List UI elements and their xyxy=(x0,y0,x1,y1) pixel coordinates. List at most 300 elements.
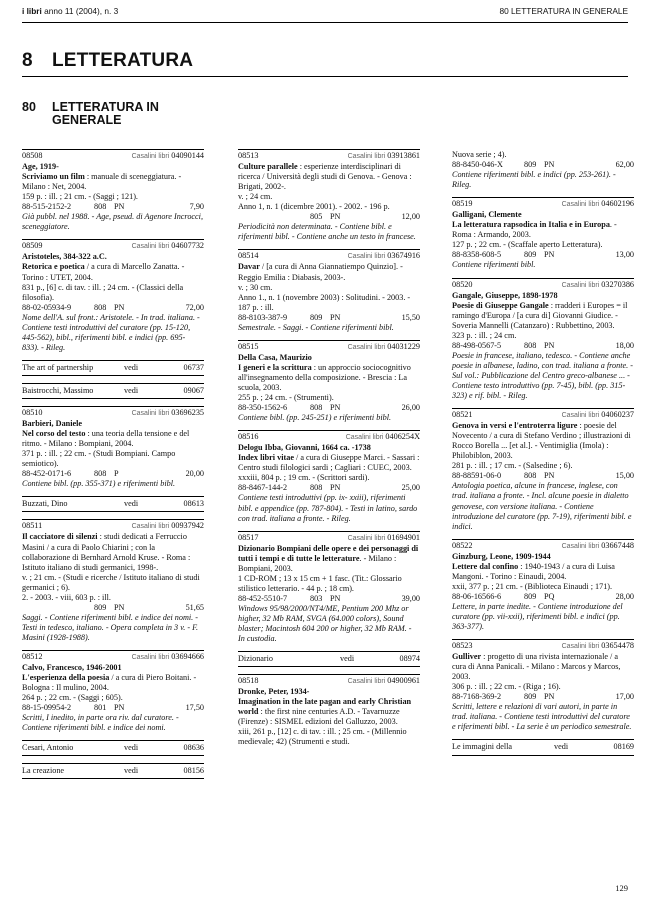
casalini-ref: Casalini libri 0406254X xyxy=(345,432,420,442)
entry-dewey: 801 xyxy=(94,703,107,713)
entry-number: 08514 xyxy=(238,251,259,261)
entry-header xyxy=(22,521,204,532)
casalini-ref: Casalini libri 04031229 xyxy=(347,341,420,351)
entry-isbn: 88-498-0567-5 xyxy=(452,340,502,350)
author-name: Aristoteles, 384-322 a.C. xyxy=(22,252,107,262)
entry-imprint: : studi dedicati a Ferruccio Masini / a cura di Paolo Chiarini ; con la collaborazione di Bernhard Arnold Kruse. - Roma : Istituto italiano di studi germanici, 1998-. xyxy=(22,532,191,572)
entry-number: 08509 xyxy=(22,241,43,251)
entry-price-line xyxy=(238,594,420,604)
entry-number: 08517 xyxy=(238,532,259,542)
entry-dewey: 808 xyxy=(524,471,537,481)
entry-title: Index libri vitae xyxy=(238,453,294,463)
entry-collation: 127 p. ; 22 cm. - (Scaffale aperto Letteratura). xyxy=(452,240,603,250)
entry-price: 12,00 xyxy=(401,212,420,222)
entry-title: Davar xyxy=(238,262,260,272)
entry-number: 08519 xyxy=(452,199,473,209)
entry-header xyxy=(22,241,204,252)
entry-lc: PN xyxy=(544,160,555,170)
entry-price-line xyxy=(22,703,204,713)
entry-imprint: : manuale di sceneggiatura. - Milano : Net, 2004. xyxy=(22,172,182,192)
entry-header xyxy=(452,410,634,421)
casalini-number: 04607732 xyxy=(171,241,204,251)
header-rule xyxy=(22,22,628,23)
entry-collation: 323 p. : ill. ; 24 cm. xyxy=(452,330,517,340)
casalini-ref: Casalini libri 03270386 xyxy=(561,279,634,289)
journal-issue: anno 11 (2004), n. 3 xyxy=(44,6,119,16)
entry-collation: 2. - 2003. - viii, 603 p. : ill. xyxy=(22,592,111,602)
entry-isbn xyxy=(238,212,310,222)
entry-header xyxy=(452,199,634,210)
entry-price: 20,00 xyxy=(185,469,204,479)
entry-collation: 255 p. ; 24 cm. - (Strumenti). xyxy=(238,393,334,403)
entry-title: Il cacciatore di silenzi xyxy=(22,532,98,542)
entry-title: Lettere dal confino xyxy=(452,561,519,571)
entry-header xyxy=(452,641,634,652)
casalini-number: 04031229 xyxy=(387,341,420,351)
entry-isbn: 88-02-05934-9 xyxy=(22,302,72,312)
entry-price: 7,90 xyxy=(189,202,204,212)
entry-dewey: 809 xyxy=(310,312,323,322)
author-name: Calvo, Francesco, 1946-2001 xyxy=(22,663,122,673)
casalini-number: 04090144 xyxy=(171,151,204,160)
entry-price-line xyxy=(452,160,634,170)
casalini-number: 04602196 xyxy=(601,199,634,209)
entry-header xyxy=(238,342,420,353)
catalog-entry xyxy=(22,406,204,489)
author-name: Age, 1919- xyxy=(22,162,59,172)
casalini-ref: Casalini libri 04602196 xyxy=(561,199,634,209)
entry-dewey: 809 xyxy=(524,250,537,260)
entry-collation: 371 p. : ill. ; 22 cm. - (Studi Bompiani. Campo semiotico). xyxy=(22,449,176,469)
entry-title-line xyxy=(452,652,634,682)
entry-collation: xxxiii, 804 p. ; 19 cm. - (Scrittori sardi). xyxy=(238,473,370,483)
entry-imprint: : rradderi i Europes = il ramingo d'Europa / [a cura di] Giovanni Giudice. - Soveria Mannelli (Catanzaro) : Rubbettino, 2003. xyxy=(452,300,628,330)
entry-header xyxy=(452,280,634,291)
entry-notes: Poesie in francese, italiano, tedesco. - Contiene anche poesie in albanese, ladino, con trad. italiana a fronte. - Sul vol.: Pubblicazione del Centro greco-albanese ... - Contiene testo introduttivo (pp. 7-45), bibl. (pp. 315-323) e rif. bibl. - Rileg. xyxy=(452,350,633,401)
entry-author xyxy=(22,419,204,429)
entry-price-line xyxy=(452,250,634,260)
entry-isbn: 88-8450-046-X xyxy=(452,160,503,170)
entry-lc: PN xyxy=(114,703,125,713)
see-also-entry xyxy=(452,739,634,755)
column-2 xyxy=(238,149,420,754)
entry-notes: Lettere, in parte inedite. - Contiene introduzione del curatore (pp. vii-xxii), riferimenti bibl. e indici (pp. 363-377). xyxy=(452,601,623,632)
entry-header xyxy=(238,676,420,687)
entry-dewey: 805 xyxy=(310,212,323,222)
entry-title: Nel corso del testo xyxy=(22,429,86,439)
section-rule xyxy=(22,76,628,77)
see-also-name: La creazione xyxy=(22,766,65,776)
author-name: Delogu Ibba, Giovanni, 1664 ca. -1738 xyxy=(238,443,371,453)
casalini-ref: Casalini libri 04090144 xyxy=(131,151,204,160)
catalog-entry xyxy=(238,340,420,423)
see-also-label: vedi xyxy=(124,499,139,509)
entry-collation: 831 p., [6] c. di tav. : ill. ; 24 cm. - (Classici della filosofia). xyxy=(22,282,184,302)
author-name: Barbieri, Daniele xyxy=(22,419,83,429)
entry-collation: 1 CD-ROM ; 13 x 15 cm + 1 fasc. (Tit.: Glossario stilistico letterario. - 44 p. ; 18 cm). xyxy=(238,573,402,593)
entry-price: 13,00 xyxy=(615,250,634,260)
subsection-name-line2: GENERALE xyxy=(52,113,122,127)
entry-author xyxy=(238,443,420,453)
entry-dewey: 808 xyxy=(94,469,107,479)
casalini-ref: Casalini libri 03913861 xyxy=(347,151,420,160)
author-name: Dronke, Peter, 1934- xyxy=(238,687,310,697)
see-also-label: vedi xyxy=(124,743,139,753)
see-also-label: vedi xyxy=(340,654,355,664)
entry-number: 08508 xyxy=(22,151,43,160)
catalog-entry xyxy=(452,539,634,632)
entry-title-line xyxy=(452,562,634,582)
casalini-number: 03667448 xyxy=(601,540,634,550)
see-also-label: vedi xyxy=(124,766,139,776)
catalog-entry xyxy=(452,197,634,270)
entry-notes: Contiene riferimenti bibl. xyxy=(452,260,536,270)
entry-header xyxy=(238,432,420,443)
section-name: LETTERATURA xyxy=(52,50,194,71)
casalini-ref: Casalini libri 03654478 xyxy=(561,641,634,651)
author-name: Gangale, Giuseppe, 1898-1978 xyxy=(452,290,558,300)
entry-notes: Contiene bibl. (pp. 245-251) e riferimenti bibl. xyxy=(238,413,392,423)
entry-notes: Saggi. - Contiene riferimenti bibl. e indice dei nomi. - Testi in tedesco, italiano. - Opera completa in 3 v. - F. Masini (1928-1988). xyxy=(22,612,199,642)
entry-lc: PN xyxy=(330,483,341,493)
entry-price: 72,00 xyxy=(185,302,204,312)
author-name: Ginzburg, Leone, 1909-1944 xyxy=(452,551,551,561)
entry-title-line xyxy=(22,262,204,282)
entry-dewey: 808 xyxy=(94,202,107,212)
entry-price: 28,00 xyxy=(615,591,634,601)
see-also-number: 09067 xyxy=(183,385,204,395)
entry-price-line xyxy=(22,603,204,613)
entry-number: 08512 xyxy=(22,651,43,661)
catalog-entry xyxy=(238,249,420,332)
entry-price: 17,50 xyxy=(185,703,204,713)
entry-title: Imagination in the late pagan and early Christian world xyxy=(238,697,412,717)
entry-title: La letteratura rapsodica in Italia e in Europa xyxy=(452,220,610,230)
casalini-number: 01694901 xyxy=(387,532,420,542)
entry-isbn: 88-8103-387-9 xyxy=(238,312,288,322)
catalog-entry xyxy=(238,149,420,242)
entry-dewey: 803 xyxy=(310,593,323,603)
entry-title: Poesie di Giuseppe Gangale xyxy=(452,300,549,310)
entry-author xyxy=(238,353,420,363)
see-also-name: Le immagini della xyxy=(452,742,513,752)
entry-number: 08522 xyxy=(452,540,473,550)
entry-title: Gulliver xyxy=(452,652,482,662)
entry-price: 15,50 xyxy=(401,312,420,322)
entry-collation: xiii, 261 p., [12] c. di tav. : ill. ; 25 cm. - (Millennio medievale; 42) (Strumenti e studi. xyxy=(238,727,407,747)
entry-notes: Antologia poetica, alcune in francese, inglese, con trad. italiana a fronte. - Incl. alcune poesie in dialetto genovese, con versione italiana. - Contiene introduzione del curatore (pp. 7-19), riferimenti bibl. e indici. xyxy=(452,481,632,531)
entry-dewey: 809 xyxy=(524,692,537,702)
entry-title-line xyxy=(238,544,420,574)
entry-imprint: . - Milano : Bompiani, 2003. xyxy=(238,553,397,573)
author-name: Della Casa, Maurizio xyxy=(238,352,312,362)
entry-price-line xyxy=(22,303,204,313)
entry-imprint: : progetto di una rivista internazionale / a cura di Anna Panicali. - Milano : Marcos y Marcos, 2003. xyxy=(452,652,621,682)
catalog-entry xyxy=(452,278,634,402)
entry-collation: v. ; 24 cm. xyxy=(238,192,273,202)
entry-collation: Anno 1., n. 1 (novembre 2003) : Solitudini. - 2003. - 187 p. : ill. xyxy=(238,292,411,312)
catalog-entry xyxy=(452,639,634,732)
see-also-entry xyxy=(22,740,204,756)
casalini-ref: Casalini libri 04060237 xyxy=(561,410,634,420)
entry-number: 08510 xyxy=(22,407,43,417)
entry-imprint: : una teoria della tensione e del ritmo. - Milano : Bompiani, 2004. xyxy=(22,429,190,449)
entry-collation: v. ; 30 cm. xyxy=(238,282,273,292)
entry-notes: Nome dell'A. sul front.: Aristotele. - In trad. italiana. - Contiene testi introduttivi del curatore (pp. 15-120, 445-562), bibl., riferimenti bibl. e indici (pp. 695- 833). - Rileg. xyxy=(22,312,200,352)
casalini-number: 03696235 xyxy=(171,407,204,417)
entry-isbn: 88-8467-144-2 xyxy=(238,483,288,493)
see-also-name: The art of partnership xyxy=(22,362,94,372)
catalog-entry xyxy=(22,519,204,643)
entry-price: 39,00 xyxy=(401,593,420,603)
entry-author xyxy=(22,162,204,172)
casalini-ref: Casalini libri 04607732 xyxy=(131,241,204,251)
entry-title-line xyxy=(452,150,634,160)
entry-notes: Windows 95/98/2000/NT4/ME, Pentium 200 Mhz or higher, 32 Mb RAM, SVGA (64.000 colors), Sound blaster; Macintosh 604 200 or higher, 32 Mb RAM. - In custodia. xyxy=(238,603,412,644)
casalini-ref: Casalini libri 01694901 xyxy=(347,532,420,542)
entry-imprint: / a cura di Marcello Zanatta. - Torino : UTET, 2004. xyxy=(22,262,185,282)
entry-price-line xyxy=(238,403,420,413)
entry-title-line xyxy=(238,363,420,393)
entry-dewey: 808 xyxy=(310,403,323,413)
entry-notes: Periodicità non determinata. - Contiene bibl. e riferimenti bibl. - Contiene anche un testo in francese. xyxy=(238,222,416,242)
entry-title: Genova in versi e l'entroterra ligure xyxy=(452,421,578,431)
entry-dewey: 808 xyxy=(524,340,537,350)
header-left xyxy=(22,6,118,16)
entry-isbn: 88-06-16566-6 xyxy=(452,591,502,601)
entry-price: 15,00 xyxy=(615,471,634,481)
entry-notes: Scritti, lettere e relazioni di vari autori, in parte in trad. italiana. - Contiene testi introduttivi del curatore e riferimenti bibl. - La serie è un periodico semestrale. xyxy=(452,702,632,732)
entry-dewey: 809 xyxy=(94,602,107,612)
entry-header xyxy=(238,533,420,544)
entry-title: Culture parallele xyxy=(238,162,298,172)
catalog-entry xyxy=(22,650,204,733)
entry-title-line xyxy=(22,673,204,693)
entry-title-line xyxy=(22,172,204,192)
entry-lc: PN xyxy=(114,602,125,612)
see-also-label: vedi xyxy=(124,385,139,395)
entry-author xyxy=(22,663,204,673)
author-name: Galligani, Clemente xyxy=(452,210,522,220)
entry-price: 18,00 xyxy=(615,340,634,350)
entry-title-line xyxy=(452,421,634,461)
entry-price-line xyxy=(238,212,420,222)
entry-dewey: 809 xyxy=(524,160,537,170)
casalini-number: 03270386 xyxy=(601,279,634,289)
entry-imprint: / a cura di Piero Boitani. - Bologna : Il mulino, 2004. xyxy=(22,673,197,693)
entry-title-line xyxy=(452,301,634,331)
entry-dewey: 809 xyxy=(524,591,537,601)
page-number: 129 xyxy=(615,883,628,893)
entry-notes: Scritti, I inedito, in parte ora riv. dal curatore. - Contiene riferimenti bibl. e indice dei nomi. xyxy=(22,713,179,733)
entry-number: 08523 xyxy=(452,641,473,651)
see-also-entry xyxy=(22,360,204,376)
entry-collation: v. ; 21 cm. - (Studi e ricerche / Istituto italiano di studi germanici ; 6). xyxy=(22,572,200,592)
see-also-number: 06737 xyxy=(183,362,204,372)
see-also-label: vedi xyxy=(554,742,569,752)
entry-imprint: : poesie del Novecento / a cura di Stefano Verdino ; illustrazioni di Rocco Borella ... [et al.]. - Ventimiglia (Imola) : Philobiblon, 2003. xyxy=(452,421,631,461)
entry-header xyxy=(22,151,204,162)
running-header xyxy=(22,6,628,20)
entry-price: 25,00 xyxy=(401,483,420,493)
subsection-number: 80 xyxy=(22,100,36,114)
entry-collation: 159 p. : ill. ; 21 cm. - (Saggi ; 121). xyxy=(22,192,138,202)
entry-collation: 281 p. : ill. ; 17 cm. - (Salsedine ; 6). xyxy=(452,461,573,471)
entry-lc: PN xyxy=(330,212,341,222)
entry-imprint: : un approccio sociocognitivo all'insegnamento della composizione. - Brescia : La scuola, 2003. xyxy=(238,362,411,392)
entry-lc: PN xyxy=(544,250,555,260)
entry-header xyxy=(22,652,204,663)
entry-lc: PN xyxy=(330,312,341,322)
catalog-entry xyxy=(452,408,634,532)
column-1 xyxy=(22,149,204,786)
see-also-name: Dizionario xyxy=(238,654,274,664)
entry-isbn: 88-88591-06-0 xyxy=(452,471,502,481)
casalini-number: 0406254X xyxy=(385,432,420,442)
entry-author xyxy=(22,252,204,262)
entry-lc: PQ xyxy=(544,591,555,601)
entry-notes: Contiene bibl. (pp. 355-371) e riferimenti bibl. xyxy=(22,479,176,489)
entry-title-line xyxy=(238,262,420,282)
entry-header xyxy=(22,408,204,419)
entry-lc: PN xyxy=(114,202,125,212)
entry-title: Scriviamo un film xyxy=(22,172,85,182)
see-also-number: 08156 xyxy=(183,766,204,776)
see-also-entry xyxy=(238,651,420,667)
entry-title: Dizionario Bompiani delle opere e dei personaggi di tutti i tempi e di tutte le letterature xyxy=(238,543,419,563)
entry-price-line xyxy=(452,341,634,351)
entry-price-line xyxy=(22,202,204,212)
entry-isbn: 88-452-0171-6 xyxy=(22,469,72,479)
entry-lc: PN xyxy=(114,302,125,312)
entry-number: 08515 xyxy=(238,341,259,351)
entry-isbn: 88-8358-608-5 xyxy=(452,250,502,260)
see-also-label: vedi xyxy=(124,362,139,372)
casalini-number: 03654478 xyxy=(601,641,634,651)
entry-title-line xyxy=(238,697,420,727)
entry-lc: PN xyxy=(330,593,341,603)
casalini-ref: Casalini libri 03694666 xyxy=(131,651,204,661)
entry-lc: P xyxy=(114,469,119,479)
entry-number: 08513 xyxy=(238,151,259,160)
header-section: 80 LETTERATURA IN GENERALE xyxy=(499,6,628,16)
see-also-entry xyxy=(22,763,204,779)
casalini-ref: Casalini libri 03696235 xyxy=(131,407,204,417)
entry-title-line xyxy=(452,220,634,240)
entry-price-line xyxy=(238,483,420,493)
entry-price: 26,00 xyxy=(401,403,420,413)
section-number: 8 xyxy=(22,50,33,71)
entry-price: 51,65 xyxy=(185,602,204,612)
entry-price: 17,00 xyxy=(615,692,634,702)
catalog-entry xyxy=(452,149,634,190)
entry-isbn: 88-452-5510-7 xyxy=(238,593,288,603)
entry-isbn: 88-515-2152-2 xyxy=(22,202,72,212)
section-title xyxy=(22,50,193,72)
entry-title: Retorica e poetica xyxy=(22,262,85,272)
entry-author xyxy=(452,291,634,301)
entry-collation: Anno 1, n. 1 (dicembre 2001). - 2002. - 196 p. xyxy=(238,202,390,212)
entry-dewey: 808 xyxy=(94,302,107,312)
entry-price-line xyxy=(22,469,204,479)
entry-isbn: 88-15-09954-2 xyxy=(22,703,72,713)
entry-title-line xyxy=(22,429,204,449)
see-also-number: 08636 xyxy=(183,743,204,753)
entry-imprint: Nuova serie ; 4). xyxy=(452,150,507,159)
catalog-entry xyxy=(22,149,204,232)
column-3 xyxy=(452,149,634,763)
entry-number: 08520 xyxy=(452,279,473,289)
see-also-name: Cesari, Antonio xyxy=(22,743,74,753)
entry-imprint: : esperienze interdisciplinari di ricerca / Università degli studi di Genova. - Genova : Brigati, 2002-. xyxy=(238,162,412,192)
casalini-number: 04900961 xyxy=(387,676,420,686)
see-also-entry xyxy=(22,383,204,399)
subsection-title xyxy=(22,101,159,127)
entry-price-line xyxy=(238,313,420,323)
see-also-name: Buzzati, Dino xyxy=(22,499,68,509)
catalog-entry xyxy=(238,531,420,645)
entry-title-line xyxy=(22,532,204,572)
entry-price-line xyxy=(452,692,634,702)
entry-author xyxy=(452,552,634,562)
casalini-ref: Casalini libri 03667448 xyxy=(561,540,634,550)
entry-isbn: 88-350-1562-6 xyxy=(238,403,288,413)
casalini-ref: Casalini libri 03674916 xyxy=(347,251,420,261)
casalini-ref: Casalini libri 04900961 xyxy=(347,676,420,686)
entry-number: 08511 xyxy=(22,521,43,531)
see-also-number: 08974 xyxy=(399,654,420,664)
entry-notes: Contiene testi introduttivi (pp. ix- xxiii), riferimenti bibl. e appendice (pp. 787-804). - Testi in latino, sardo con trad. italiana a fronte. - Rileg. xyxy=(238,493,418,523)
entry-isbn: 88-7168-369-2 xyxy=(452,692,502,702)
entry-collation: 264 p. ; 22 cm. - (Saggi ; 605). xyxy=(22,693,123,703)
casalini-number: 03913861 xyxy=(387,151,420,160)
subsection-name-line1: LETTERATURA IN xyxy=(52,100,159,114)
entry-notes: Già pubbl. nel 1988. - Age, pseud. di Agenore Incrocci, sceneggiatore. xyxy=(22,212,203,232)
entry-price-line xyxy=(452,471,634,481)
catalog-entry xyxy=(238,430,420,523)
see-also-entry xyxy=(22,496,204,512)
casalini-number: 00937942 xyxy=(171,521,204,531)
casalini-number: 03674916 xyxy=(387,251,420,261)
catalog-entry xyxy=(22,239,204,353)
entry-author xyxy=(452,210,634,220)
casalini-number: 03694666 xyxy=(171,651,204,661)
entry-title-line xyxy=(238,453,420,473)
entry-lc: PN xyxy=(544,692,555,702)
entry-header xyxy=(452,541,634,552)
entry-lc: PN xyxy=(544,471,555,481)
casalini-ref: Casalini libri 00937942 xyxy=(131,521,204,531)
entry-imprint: . - Roma : Armando, 2003. xyxy=(452,220,617,240)
entry-imprint: : the first nine centuries A.D. - Tavarnuzze (Firenze) : SISMEL edizioni del Galluzzo, 2003. xyxy=(238,707,400,727)
entry-number: 08521 xyxy=(452,410,473,420)
entry-lc: PN xyxy=(330,403,341,413)
entry-author xyxy=(238,687,420,697)
entry-header xyxy=(238,251,420,262)
entry-number: 08518 xyxy=(238,676,259,686)
entry-isbn xyxy=(22,603,94,613)
see-also-number: 08169 xyxy=(613,742,634,752)
entry-title: I generi e la scrittura xyxy=(238,362,312,372)
journal-name: i libri xyxy=(22,6,42,16)
entry-imprint: : 1940-1943 / a cura di Luisa Mangoni. - Torino : Einaudi, 2004. xyxy=(452,561,615,581)
entry-price: 62,00 xyxy=(615,160,634,170)
catalog-entry xyxy=(238,674,420,747)
entry-title: L'esperienza della poesia xyxy=(22,673,110,683)
entry-number: 08516 xyxy=(238,432,259,442)
entry-notes: Contiene riferimenti bibl. e indici (pp. 253-261). - Rileg. xyxy=(452,170,616,190)
entry-notes: Semestrale. - Saggi. - Contiene riferimenti bibl. xyxy=(238,322,394,332)
